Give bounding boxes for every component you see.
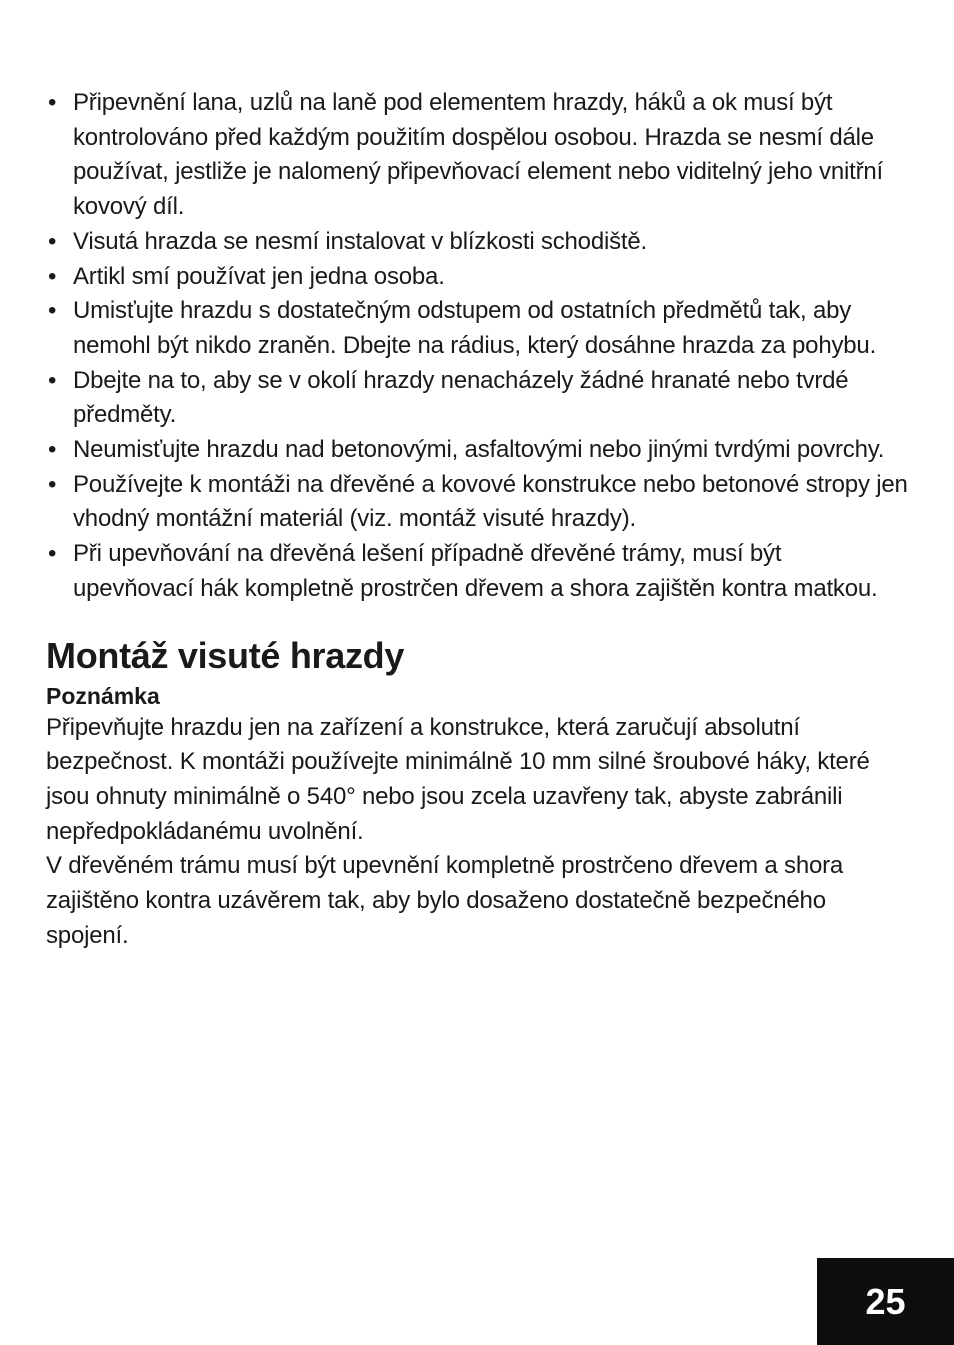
bullet-dot-icon: • (48, 262, 57, 290)
list-item-text: Dbejte na to, aby se v okolí hrazdy nenacházely žádné hranaté nebo tvrdé předměty. (73, 366, 849, 429)
note-heading: Poznámka (46, 682, 160, 709)
list-item (46, 433, 908, 468)
note-paragraph: Připevňujte hrazdu jen na zařízení a konstrukce, která zaručují absolutní bezpečnost. K montáži používejte minimálně 10 mm silné šroubové háky, které jsou ohnuty minimálně o 540° nebo jsou zcela uzavřeny tak, abyste zabránili nepředpokládanému uvolnění. (46, 713, 870, 845)
list-item-text: Artikl smí používat jen jedna osoba. (73, 262, 445, 290)
list-item (46, 86, 908, 225)
bullet-dot-icon: • (48, 470, 57, 498)
safety-bullet-list (46, 86, 908, 607)
list-item (46, 225, 908, 260)
list-item (46, 537, 908, 606)
bullet-dot-icon: • (48, 89, 57, 116)
list-item (46, 364, 908, 433)
list-item (46, 260, 908, 295)
list-item-text: Neumisťujte hrazdu nad betonovými, asfaltovými nebo jinými tvrdými povrchy. (73, 436, 885, 464)
bullet-dot-icon: • (48, 540, 57, 568)
list-item-text: Umisťujte hrazdu s dostatečným odstupem od ostatních předmětů tak, aby nemohl být nikdo zraněn. Dbejte na rádius, který dosáhne hrazda za pohybu. (73, 297, 877, 359)
page-content (46, 86, 908, 953)
list-item-text: Visutá hrazda se nesmí instalovat v blízkosti schodiště. (73, 227, 647, 255)
bullet-dot-icon: • (48, 227, 57, 255)
list-item-text: Používejte k montáži na dřevěné a kovové konstrukce nebo betonové stropy jen vhodný montážní materiál (viz. montáž visuté hrazdy). (73, 470, 908, 533)
list-item-text: Připevnění lana, uzlů na laně pod elementem hrazdy, háků a ok musí být kontrolováno před každým použitím dospělou osobou. Hrazda se nesmí dále používat, jestliže je nalomený připevňovací element nebo viditelný jeho vnitřní kovový díl. (73, 89, 883, 221)
bullet-dot-icon: • (48, 297, 57, 325)
section-title: Montáž visuté hrazdy (46, 634, 405, 676)
list-item (46, 468, 908, 537)
bullet-dot-icon: • (48, 436, 57, 464)
bullet-dot-icon: • (48, 366, 57, 394)
note-paragraph: V dřevěném trámu musí být upevnění kompletně prostrčeno dřevem a shora zajištěno kontra uzávěrem tak, aby bylo dosaženo dostatečně bezpečného spojení. (46, 852, 844, 949)
page-number: 25 (865, 1280, 906, 1322)
list-item (46, 294, 908, 363)
list-item-text: Při upevňování na dřevěná lešení případně dřevěné trámy, musí být upevňovací hák kompletně prostrčen dřevem a shora zajištěn kontra matkou. (73, 540, 878, 602)
page-number-badge (817, 1258, 954, 1345)
